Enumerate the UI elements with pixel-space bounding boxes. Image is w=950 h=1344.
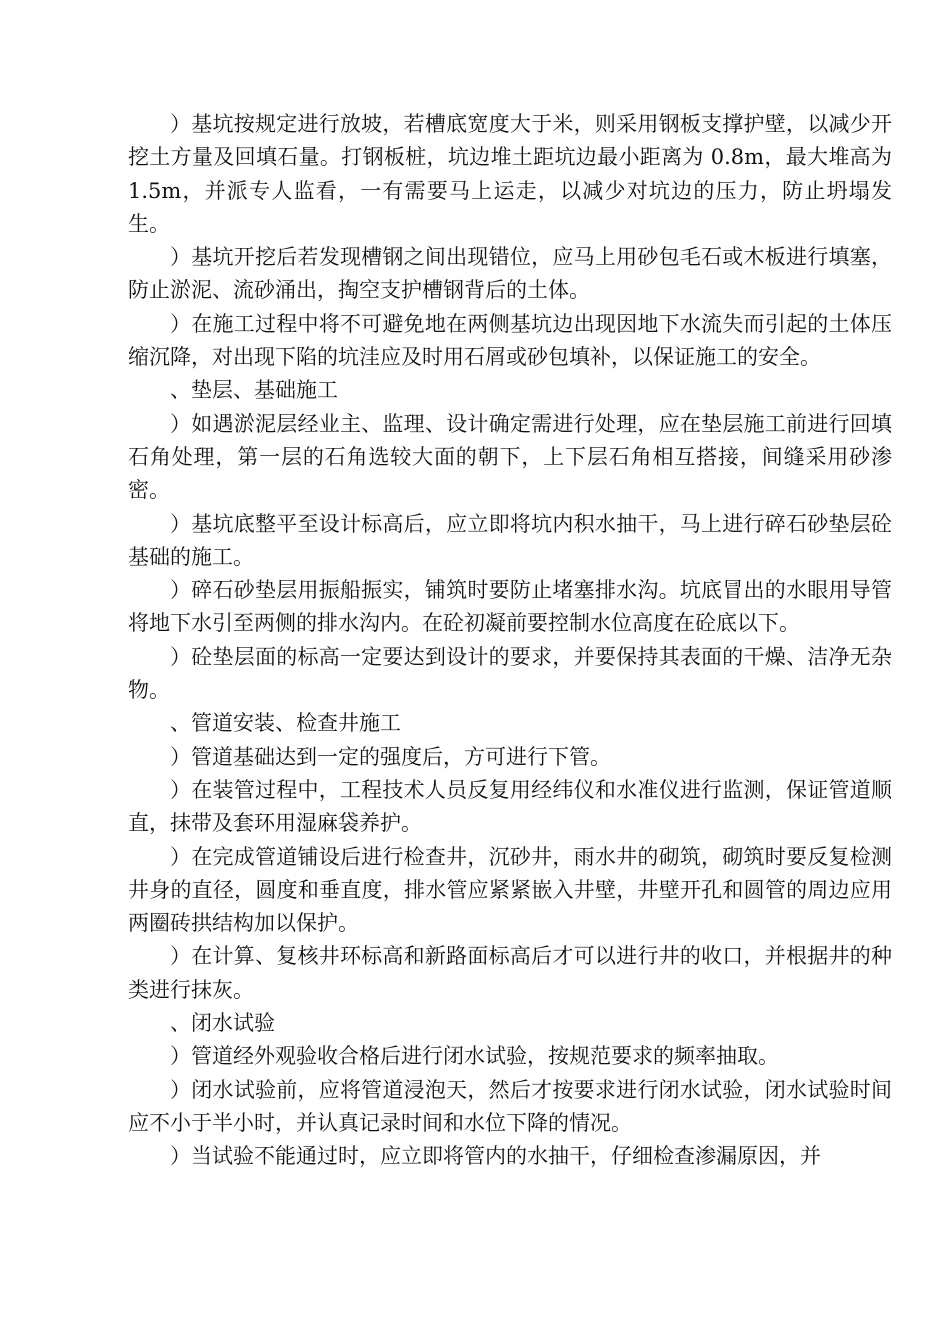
paragraph-well-closing: ）在计算、复核井环标高和新路面标高后才可以进行井的收口，并根据井的种类进行抹灰。: [128, 944, 892, 1002]
paragraph-pit-leveling: ）基坑底整平至设计标高后，应立即将坑内积水抽干，马上进行碎石砂垫层砼基础的施工。: [128, 511, 892, 569]
paragraph-test-failure: ）当试验不能通过时，应立即将管内的水抽干，仔细检查渗漏原因，并: [170, 1144, 821, 1169]
paragraph-test-preparation: ）闭水试验前，应将管道浸泡天，然后才按要求进行闭水试验，闭水试验时间应不小于半小时，并认真记录时间和水位下降的情况。: [128, 1077, 892, 1135]
paragraph-test-sampling: ）管道经外观验收合格后进行闭水试验，按规范要求的频率抽取。: [170, 1044, 779, 1069]
paragraph-cushion-elevation: ）砼垫层面的标高一定要达到设计的要求，并要保持其表面的干燥、洁净无杂物。: [128, 644, 892, 703]
paragraph-settlement-repair: ）在施工过程中将不可避免地在两侧基坑边出现因地下水流失而引起的土体压缩沉降，对出现下陷的坑洼应及时用石屑或砂包填补，以保证施工的安全。: [128, 311, 892, 370]
paragraph-gravel-compaction: ）碎石砂垫层用振船振实，铺筑时要防止堵塞排水沟。坑底冒出的水眼用导管将地下水引至两侧的排水沟内。在砼初凝前要控制水位高度在砼底以下。: [128, 578, 892, 636]
paragraph-pipe-monitoring: ）在装管过程中，工程技术人员反复用经纬仪和水准仪进行监测，保证管道顺直，抹带及套环用湿麻袋养护。: [128, 777, 892, 836]
section-heading-pipe-installation: 、管道安装、检查井施工: [170, 711, 401, 736]
section-heading-cushion-foundation: 、垫层、基础施工: [170, 378, 338, 403]
paragraph-well-construction: ）在完成管道铺设后进行检查井，沉砂井，雨水井的砌筑，砌筑时要反复检测井身的直径，圆度和垂直度，排水管应紧紧嵌入井壁，井壁开孔和圆管的周边应用两圈砖拱结构加以保护。: [128, 844, 892, 936]
paragraph-slope-support: ）基坑按规定进行放坡，若槽底宽度大于米，则采用钢板支撑护壁，以减少开挖土方量及回填石量。打钢板桩，坑边堆土距坑边最小距离为 0.8m，最大堆高为 1.5m，并派专人监看，一有需要马上运走，以减少对坑边的压力，防止坍塌发生。: [128, 112, 892, 236]
document-body: [128, 108, 892, 1174]
paragraph-pipe-lowering: ）管道基础达到一定的强度后，方可进行下管。: [170, 744, 611, 769]
section-heading-closed-water-test: 、闭水试验: [170, 1011, 275, 1036]
paragraph-silt-treatment: ）如遇淤泥层经业主、监理、设计确定需进行处理，应在垫层施工前进行回填石角处理，第一层的石角选较大面的朝下，上下层石角相互搭接，间缝采用砂渗密。: [128, 411, 892, 503]
paragraph-channel-steel-misalignment: ）基坑开挖后若发现槽钢之间出现错位，应马上用砂包毛石或木板进行填塞，防止淤泥、流砂涌出，掏空支护槽钢背后的土体。: [128, 245, 892, 303]
